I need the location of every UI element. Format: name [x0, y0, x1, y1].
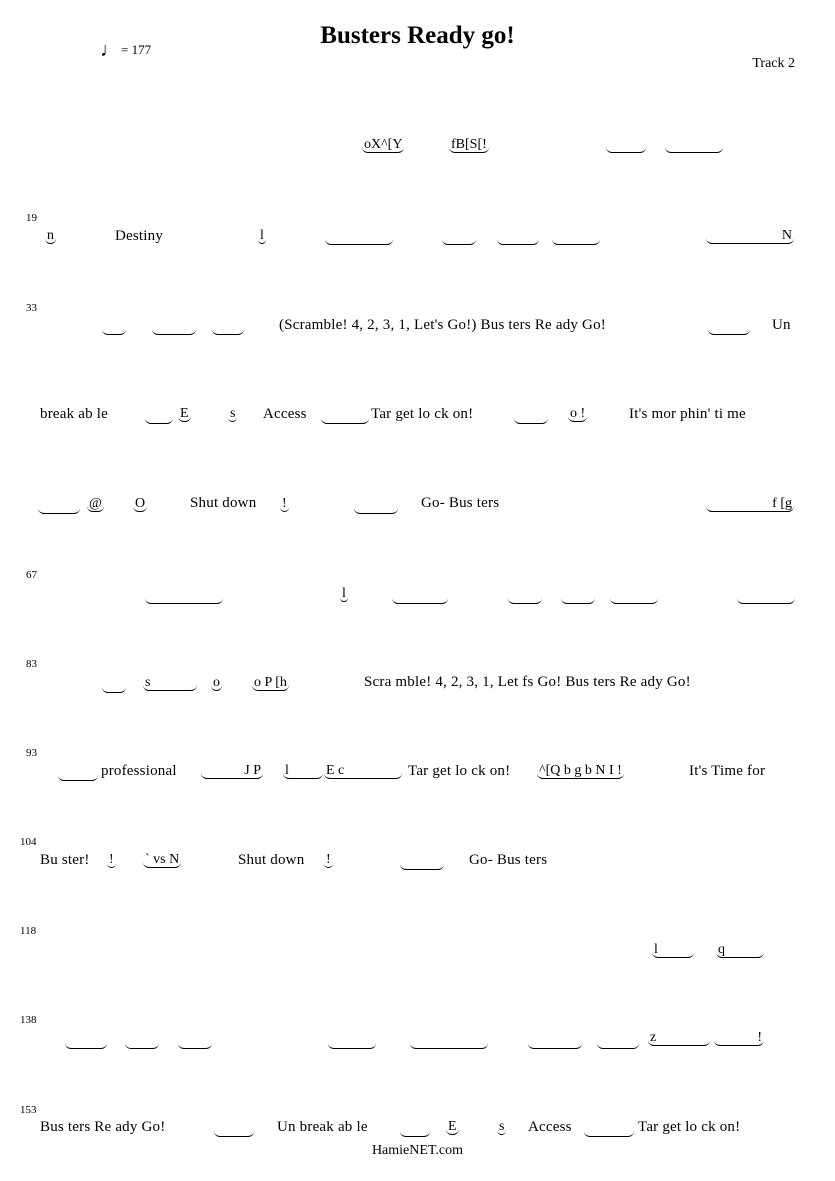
lyric-fragment: q	[716, 943, 764, 958]
lyric-fragment	[597, 1040, 639, 1049]
measure-number: 19	[26, 212, 37, 224]
lyric-fragment	[102, 684, 126, 693]
measure-number: 138	[20, 1014, 37, 1026]
lyric-fragment	[552, 236, 600, 245]
lyric-fragment	[442, 236, 476, 245]
lyric-word: Access	[263, 406, 307, 422]
lyric-fragment	[65, 1040, 107, 1049]
lyric-fragment: O	[135, 496, 146, 511]
lyric-fragment: ^[Q b g b N I !	[539, 763, 622, 778]
lyric-fragment: oX^[Y	[364, 137, 403, 152]
measure-number: 118	[20, 925, 37, 937]
lyric-fragment	[610, 595, 658, 604]
lyric-fragment	[178, 1040, 212, 1049]
lyric-fragment	[214, 1128, 254, 1137]
lyric-fragment: o	[213, 675, 220, 690]
lyric-line: It's mor phin' ti me	[629, 406, 746, 422]
lyric-word: professional	[101, 763, 177, 779]
lyric-fragment	[665, 144, 723, 153]
lyric-fragment	[328, 1040, 376, 1049]
measure-number: 104	[20, 836, 37, 848]
quarter-note-icon: ♩	[100, 39, 120, 61]
measure-number: 153	[20, 1104, 37, 1116]
lyric-fragment: fB[S[!	[451, 137, 487, 152]
lyric-word: Access	[528, 1119, 572, 1135]
lyric-fragment: !	[109, 852, 114, 867]
lyric-line: Tar get lo ck on!	[371, 406, 474, 422]
lyric-fragment: E	[448, 1119, 457, 1134]
measure-number: 83	[26, 658, 37, 670]
lyric-fragment	[708, 326, 750, 335]
lyric-word: Destiny	[115, 228, 164, 244]
lyric-word: Un break ab le	[277, 1119, 368, 1135]
lyric-fragment: l	[283, 764, 323, 779]
lyric-word: Go- Bus ters	[469, 852, 548, 868]
lyric-fragment: s	[499, 1119, 505, 1134]
measure-number: 93	[26, 747, 37, 759]
lyric-fragment	[400, 1128, 430, 1137]
lyric-fragment	[325, 236, 393, 245]
lyric-word: break ab le	[40, 406, 108, 422]
lyric-line: Tar get lo ck on!	[638, 1119, 741, 1135]
lyric-line: Tar get lo ck on!	[408, 763, 511, 779]
track-label: Track 2	[752, 56, 795, 71]
measure-number: 33	[26, 302, 37, 314]
lyric-fragment: @	[89, 496, 102, 511]
lyric-fragment	[145, 595, 223, 604]
lyric-line: Scra mble! 4, 2, 3, 1, Let fs Go! Bus ters Re ady Go!	[364, 674, 691, 690]
lyric-fragment	[528, 1040, 582, 1049]
lyric-line: Bus ters Re ady Go!	[40, 1119, 166, 1135]
lyric-fragment	[212, 326, 244, 335]
lyric-fragment: ` vs N	[145, 852, 180, 867]
lyric-fragment	[584, 1128, 634, 1137]
lyric-fragment	[58, 772, 98, 781]
lyric-word: Shut down	[238, 852, 305, 868]
lyric-fragment	[606, 144, 646, 153]
lyric-fragment	[392, 595, 448, 604]
lyric-fragment: o !	[570, 406, 586, 421]
lyric-fragment: f [g	[706, 497, 794, 512]
lyric-fragment	[400, 861, 444, 870]
measure-number: 67	[26, 569, 37, 581]
lyric-fragment: o P [h	[254, 675, 287, 690]
tempo-marking	[100, 39, 152, 61]
lyric-fragment: E c	[324, 764, 402, 779]
lyric-fragment	[38, 505, 80, 514]
lyric-word: Bu ster!	[40, 852, 90, 868]
lyric-fragment: l	[260, 228, 264, 243]
lyric-line: It's Time for	[689, 763, 766, 779]
lyric-fragment: E	[180, 406, 189, 421]
lyric-fragment: z	[648, 1031, 710, 1046]
lyric-fragment	[354, 505, 398, 514]
lyric-fragment	[145, 415, 173, 424]
lyric-word: Un	[772, 317, 791, 333]
lyric-word: Shut down	[190, 495, 257, 511]
lyric-fragment	[410, 1040, 488, 1049]
lyric-fragment: s	[143, 676, 197, 691]
lyric-fragment	[508, 595, 542, 604]
lyric-fragment	[561, 595, 595, 604]
lyric-fragment	[321, 415, 369, 424]
lyric-fragment: n	[47, 228, 54, 243]
lyric-fragment: !	[326, 852, 331, 867]
lyric-fragment: !	[714, 1031, 764, 1046]
lyric-line: (Scramble! 4, 2, 3, 1, Let's Go!) Bus ters Re ady Go!	[279, 317, 606, 333]
lyric-word: Go- Bus ters	[421, 495, 500, 511]
lyric-fragment: s	[230, 406, 236, 421]
lyric-fragment	[737, 595, 795, 604]
lyric-fragment: N	[706, 229, 794, 244]
lyric-fragment	[152, 326, 196, 335]
lyric-fragment	[514, 415, 548, 424]
lyric-fragment: !	[282, 496, 287, 511]
score-title: Busters Ready go!	[320, 22, 515, 49]
lyric-fragment: l	[652, 943, 694, 958]
footer-credit: HamieNET.com	[371, 1143, 464, 1158]
lyric-fragment	[497, 236, 539, 245]
lyric-fragment	[125, 1040, 159, 1049]
lyric-fragment	[102, 326, 126, 335]
tempo-value: = 177	[121, 42, 152, 57]
lyric-fragment: J P	[201, 764, 263, 779]
lyric-fragment: l	[342, 586, 346, 601]
